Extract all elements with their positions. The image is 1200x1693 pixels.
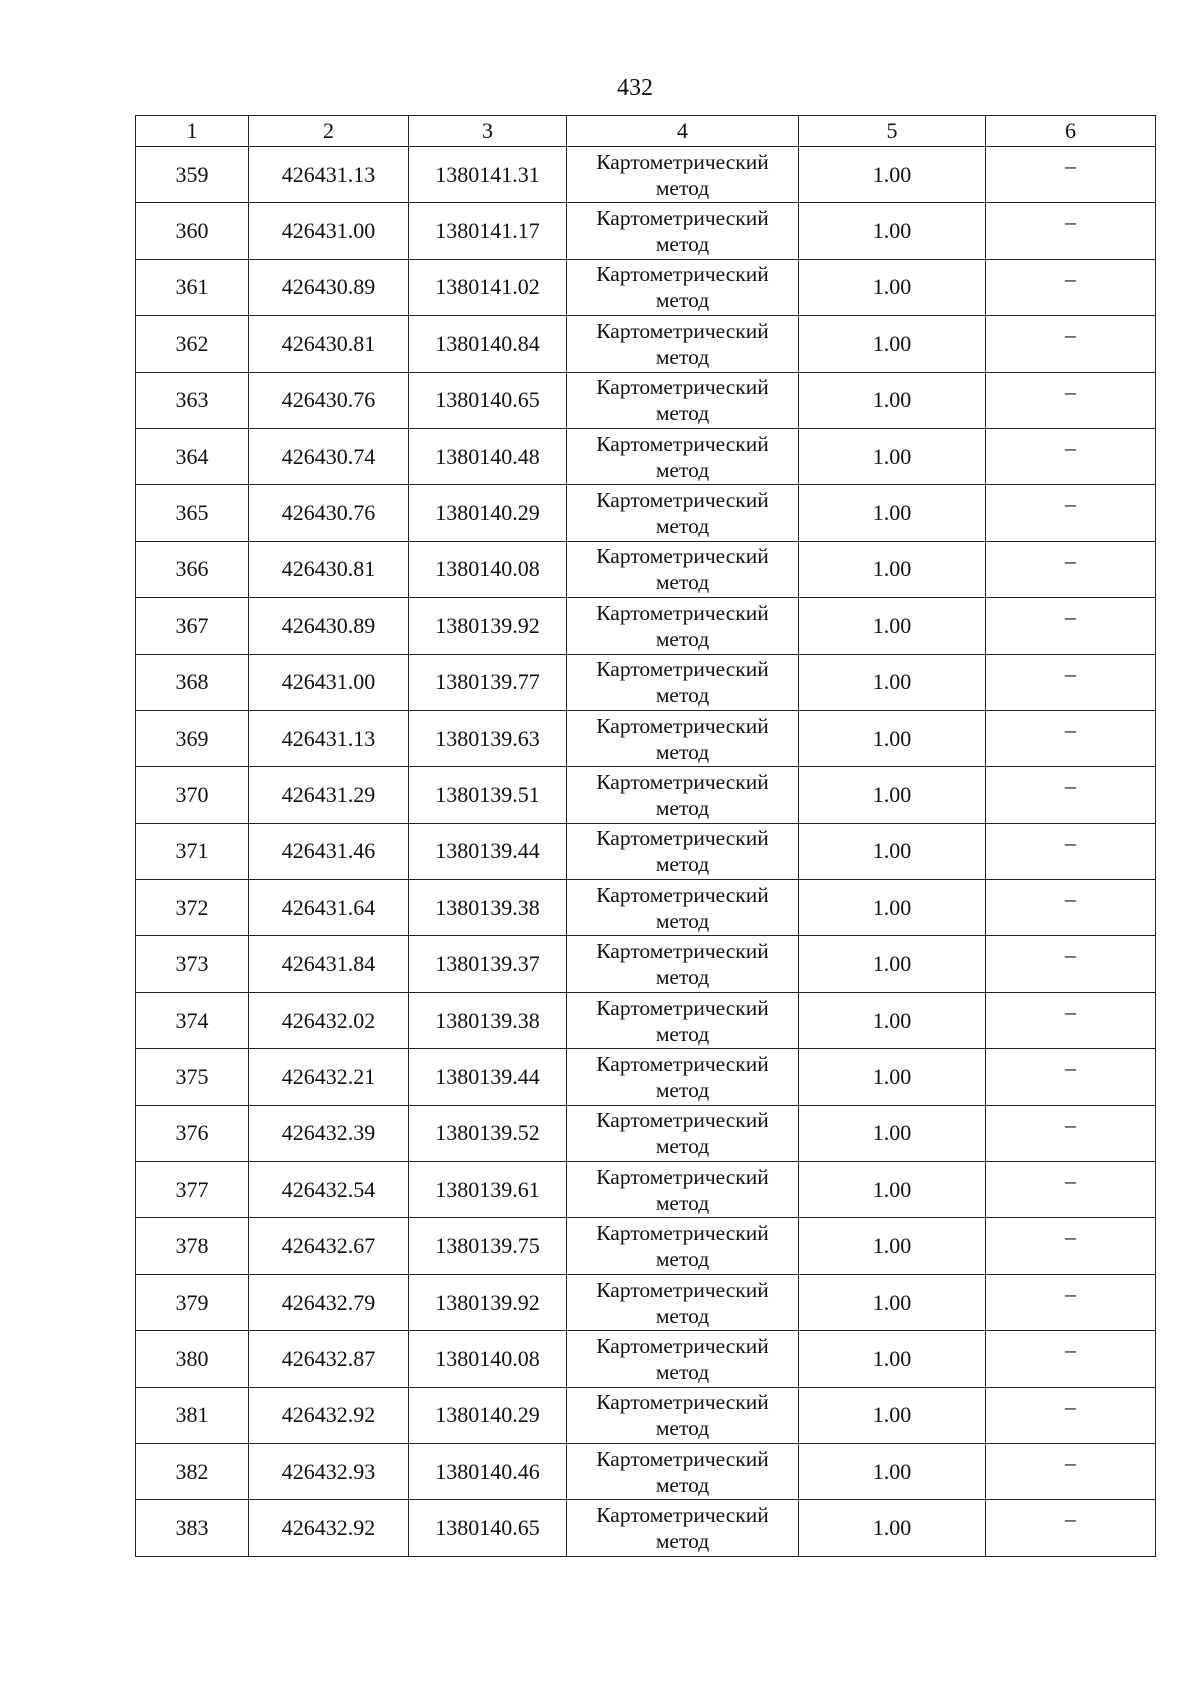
table-row bbox=[136, 1105, 1156, 1161]
point-number-cell: 366 bbox=[136, 541, 249, 597]
note-cell: – bbox=[986, 880, 1156, 936]
method-cell: Картометрический метод bbox=[567, 1500, 799, 1556]
column-header-6: 6 bbox=[986, 116, 1156, 147]
point-number-cell: 374 bbox=[136, 992, 249, 1048]
method-cell: Картометрический метод bbox=[567, 428, 799, 484]
x-coordinate-cell: 426432.79 bbox=[249, 1274, 409, 1330]
accuracy-cell: 1.00 bbox=[799, 1162, 986, 1218]
table-row bbox=[136, 1218, 1156, 1274]
y-coordinate-cell: 1380139.44 bbox=[409, 1049, 567, 1105]
table-row bbox=[136, 936, 1156, 992]
point-number-cell: 369 bbox=[136, 710, 249, 766]
note-cell: – bbox=[986, 1049, 1156, 1105]
point-number-cell: 373 bbox=[136, 936, 249, 992]
note-cell: – bbox=[986, 1218, 1156, 1274]
x-coordinate-cell: 426432.02 bbox=[249, 992, 409, 1048]
point-number-cell: 361 bbox=[136, 259, 249, 315]
x-coordinate-cell: 426431.84 bbox=[249, 936, 409, 992]
x-coordinate-cell: 426431.29 bbox=[249, 767, 409, 823]
point-number-cell: 362 bbox=[136, 316, 249, 372]
table-row bbox=[136, 823, 1156, 879]
note-cell: – bbox=[986, 316, 1156, 372]
x-coordinate-cell: 426430.89 bbox=[249, 259, 409, 315]
method-cell: Картометрический метод bbox=[567, 259, 799, 315]
y-coordinate-cell: 1380140.84 bbox=[409, 316, 567, 372]
y-coordinate-cell: 1380140.08 bbox=[409, 541, 567, 597]
point-number-cell: 377 bbox=[136, 1162, 249, 1218]
point-number-cell: 381 bbox=[136, 1387, 249, 1443]
y-coordinate-cell: 1380141.17 bbox=[409, 203, 567, 259]
y-coordinate-cell: 1380139.77 bbox=[409, 654, 567, 710]
table-header bbox=[136, 116, 1156, 147]
table-row bbox=[136, 485, 1156, 541]
y-coordinate-cell: 1380140.48 bbox=[409, 428, 567, 484]
point-number-cell: 360 bbox=[136, 203, 249, 259]
y-coordinate-cell: 1380139.75 bbox=[409, 1218, 567, 1274]
point-number-cell: 364 bbox=[136, 428, 249, 484]
point-number-cell: 383 bbox=[136, 1500, 249, 1556]
note-cell: – bbox=[986, 1162, 1156, 1218]
table-body bbox=[136, 147, 1156, 1557]
note-cell: – bbox=[986, 654, 1156, 710]
x-coordinate-cell: 426431.64 bbox=[249, 880, 409, 936]
accuracy-cell: 1.00 bbox=[799, 485, 986, 541]
note-cell: – bbox=[986, 428, 1156, 484]
note-cell: – bbox=[986, 710, 1156, 766]
note-cell: – bbox=[986, 1500, 1156, 1556]
point-number-cell: 363 bbox=[136, 372, 249, 428]
point-number-cell: 365 bbox=[136, 485, 249, 541]
accuracy-cell: 1.00 bbox=[799, 1387, 986, 1443]
x-coordinate-cell: 426430.76 bbox=[249, 372, 409, 428]
accuracy-cell: 1.00 bbox=[799, 428, 986, 484]
accuracy-cell: 1.00 bbox=[799, 1443, 986, 1499]
y-coordinate-cell: 1380139.63 bbox=[409, 710, 567, 766]
x-coordinate-cell: 426432.93 bbox=[249, 1443, 409, 1499]
accuracy-cell: 1.00 bbox=[799, 992, 986, 1048]
accuracy-cell: 1.00 bbox=[799, 1218, 986, 1274]
y-coordinate-cell: 1380141.31 bbox=[409, 147, 567, 203]
method-cell: Картометрический метод bbox=[567, 1049, 799, 1105]
table-row bbox=[136, 1274, 1156, 1330]
method-cell: Картометрический метод bbox=[567, 1105, 799, 1161]
accuracy-cell: 1.00 bbox=[799, 259, 986, 315]
accuracy-cell: 1.00 bbox=[799, 1331, 986, 1387]
accuracy-cell: 1.00 bbox=[799, 654, 986, 710]
table-row bbox=[136, 1049, 1156, 1105]
table-row bbox=[136, 1331, 1156, 1387]
method-cell: Картометрический метод bbox=[567, 823, 799, 879]
y-coordinate-cell: 1380140.46 bbox=[409, 1443, 567, 1499]
point-number-cell: 359 bbox=[136, 147, 249, 203]
x-coordinate-cell: 426430.74 bbox=[249, 428, 409, 484]
accuracy-cell: 1.00 bbox=[799, 1105, 986, 1161]
x-coordinate-cell: 426430.76 bbox=[249, 485, 409, 541]
note-cell: – bbox=[986, 936, 1156, 992]
accuracy-cell: 1.00 bbox=[799, 372, 986, 428]
table-row bbox=[136, 654, 1156, 710]
method-cell: Картометрический метод bbox=[567, 372, 799, 428]
y-coordinate-cell: 1380139.44 bbox=[409, 823, 567, 879]
accuracy-cell: 1.00 bbox=[799, 541, 986, 597]
accuracy-cell: 1.00 bbox=[799, 1274, 986, 1330]
point-number-cell: 375 bbox=[136, 1049, 249, 1105]
method-cell: Картометрический метод bbox=[567, 1274, 799, 1330]
y-coordinate-cell: 1380139.61 bbox=[409, 1162, 567, 1218]
table-row bbox=[136, 710, 1156, 766]
column-header-2: 2 bbox=[249, 116, 409, 147]
note-cell: – bbox=[986, 259, 1156, 315]
y-coordinate-cell: 1380139.51 bbox=[409, 767, 567, 823]
accuracy-cell: 1.00 bbox=[799, 1049, 986, 1105]
y-coordinate-cell: 1380139.38 bbox=[409, 992, 567, 1048]
table-row bbox=[136, 428, 1156, 484]
accuracy-cell: 1.00 bbox=[799, 767, 986, 823]
method-cell: Картометрический метод bbox=[567, 1443, 799, 1499]
x-coordinate-cell: 426432.92 bbox=[249, 1387, 409, 1443]
note-cell: – bbox=[986, 1387, 1156, 1443]
note-cell: – bbox=[986, 203, 1156, 259]
y-coordinate-cell: 1380140.65 bbox=[409, 1500, 567, 1556]
page-number: 432 bbox=[617, 75, 653, 101]
method-cell: Картометрический метод bbox=[567, 992, 799, 1048]
point-number-cell: 376 bbox=[136, 1105, 249, 1161]
accuracy-cell: 1.00 bbox=[799, 316, 986, 372]
point-number-cell: 370 bbox=[136, 767, 249, 823]
point-number-cell: 382 bbox=[136, 1443, 249, 1499]
method-cell: Картометрический метод bbox=[567, 936, 799, 992]
x-coordinate-cell: 426430.81 bbox=[249, 541, 409, 597]
coordinates-table bbox=[135, 115, 1156, 1557]
method-cell: Картометрический метод bbox=[567, 598, 799, 654]
column-header-1: 1 bbox=[136, 116, 249, 147]
x-coordinate-cell: 426431.00 bbox=[249, 203, 409, 259]
y-coordinate-cell: 1380139.38 bbox=[409, 880, 567, 936]
x-coordinate-cell: 426430.89 bbox=[249, 598, 409, 654]
accuracy-cell: 1.00 bbox=[799, 936, 986, 992]
method-cell: Картометрический метод bbox=[567, 710, 799, 766]
accuracy-cell: 1.00 bbox=[799, 203, 986, 259]
table-row bbox=[136, 992, 1156, 1048]
method-cell: Картометрический метод bbox=[567, 316, 799, 372]
note-cell: – bbox=[986, 1274, 1156, 1330]
accuracy-cell: 1.00 bbox=[799, 880, 986, 936]
method-cell: Картометрический метод bbox=[567, 147, 799, 203]
y-coordinate-cell: 1380140.29 bbox=[409, 1387, 567, 1443]
x-coordinate-cell: 426432.39 bbox=[249, 1105, 409, 1161]
y-coordinate-cell: 1380139.52 bbox=[409, 1105, 567, 1161]
accuracy-cell: 1.00 bbox=[799, 147, 986, 203]
x-coordinate-cell: 426431.00 bbox=[249, 654, 409, 710]
y-coordinate-cell: 1380139.37 bbox=[409, 936, 567, 992]
table-row bbox=[136, 1387, 1156, 1443]
y-coordinate-cell: 1380140.08 bbox=[409, 1331, 567, 1387]
note-cell: – bbox=[986, 992, 1156, 1048]
y-coordinate-cell: 1380140.29 bbox=[409, 485, 567, 541]
method-cell: Картометрический метод bbox=[567, 1218, 799, 1274]
x-coordinate-cell: 426430.81 bbox=[249, 316, 409, 372]
x-coordinate-cell: 426432.92 bbox=[249, 1500, 409, 1556]
method-cell: Картометрический метод bbox=[567, 485, 799, 541]
point-number-cell: 379 bbox=[136, 1274, 249, 1330]
x-coordinate-cell: 426431.13 bbox=[249, 710, 409, 766]
y-coordinate-cell: 1380139.92 bbox=[409, 598, 567, 654]
table-row bbox=[136, 372, 1156, 428]
note-cell: – bbox=[986, 485, 1156, 541]
table-row bbox=[136, 541, 1156, 597]
table-row bbox=[136, 880, 1156, 936]
method-cell: Картометрический метод bbox=[567, 203, 799, 259]
note-cell: – bbox=[986, 541, 1156, 597]
point-number-cell: 371 bbox=[136, 823, 249, 879]
table-row bbox=[136, 1500, 1156, 1556]
table-row bbox=[136, 203, 1156, 259]
method-cell: Картометрический метод bbox=[567, 1162, 799, 1218]
table-row bbox=[136, 1443, 1156, 1499]
y-coordinate-cell: 1380141.02 bbox=[409, 259, 567, 315]
table-row bbox=[136, 1162, 1156, 1218]
method-cell: Картометрический метод bbox=[567, 880, 799, 936]
note-cell: – bbox=[986, 823, 1156, 879]
point-number-cell: 367 bbox=[136, 598, 249, 654]
table-row bbox=[136, 147, 1156, 203]
y-coordinate-cell: 1380140.65 bbox=[409, 372, 567, 428]
accuracy-cell: 1.00 bbox=[799, 598, 986, 654]
method-cell: Картометрический метод bbox=[567, 767, 799, 823]
x-coordinate-cell: 426432.87 bbox=[249, 1331, 409, 1387]
column-header-3: 3 bbox=[409, 116, 567, 147]
table-row bbox=[136, 598, 1156, 654]
note-cell: – bbox=[986, 1443, 1156, 1499]
x-coordinate-cell: 426432.21 bbox=[249, 1049, 409, 1105]
table-row bbox=[136, 767, 1156, 823]
point-number-cell: 372 bbox=[136, 880, 249, 936]
method-cell: Картометрический метод bbox=[567, 541, 799, 597]
method-cell: Картометрический метод bbox=[567, 1387, 799, 1443]
x-coordinate-cell: 426432.54 bbox=[249, 1162, 409, 1218]
column-header-4: 4 bbox=[567, 116, 799, 147]
column-header-5: 5 bbox=[799, 116, 986, 147]
method-cell: Картометрический метод bbox=[567, 654, 799, 710]
note-cell: – bbox=[986, 372, 1156, 428]
point-number-cell: 378 bbox=[136, 1218, 249, 1274]
point-number-cell: 380 bbox=[136, 1331, 249, 1387]
note-cell: – bbox=[986, 1105, 1156, 1161]
accuracy-cell: 1.00 bbox=[799, 710, 986, 766]
accuracy-cell: 1.00 bbox=[799, 1500, 986, 1556]
point-number-cell: 368 bbox=[136, 654, 249, 710]
table-row bbox=[136, 259, 1156, 315]
note-cell: – bbox=[986, 767, 1156, 823]
note-cell: – bbox=[986, 147, 1156, 203]
accuracy-cell: 1.00 bbox=[799, 823, 986, 879]
y-coordinate-cell: 1380139.92 bbox=[409, 1274, 567, 1330]
note-cell: – bbox=[986, 598, 1156, 654]
table-row bbox=[136, 316, 1156, 372]
note-cell: – bbox=[986, 1331, 1156, 1387]
x-coordinate-cell: 426431.13 bbox=[249, 147, 409, 203]
x-coordinate-cell: 426432.67 bbox=[249, 1218, 409, 1274]
method-cell: Картометрический метод bbox=[567, 1331, 799, 1387]
x-coordinate-cell: 426431.46 bbox=[249, 823, 409, 879]
header-row bbox=[136, 116, 1156, 147]
